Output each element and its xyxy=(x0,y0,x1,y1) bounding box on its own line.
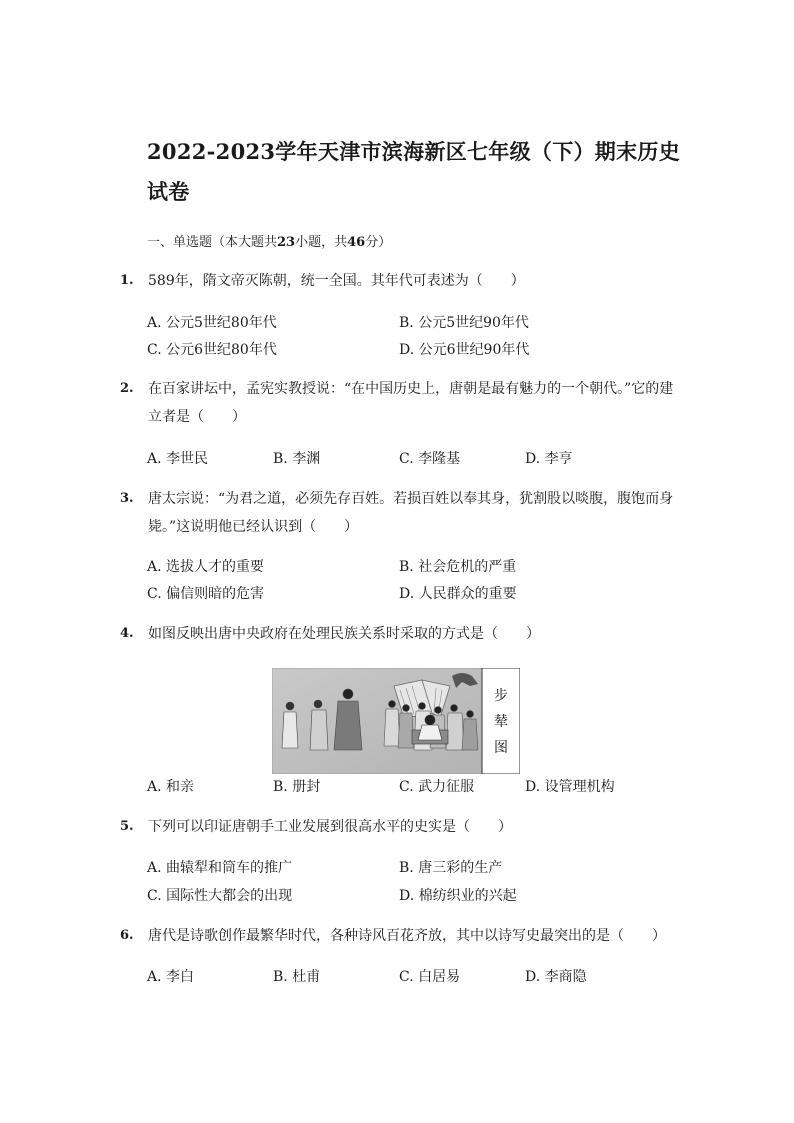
option-d[interactable]: D. 李商隐 xyxy=(525,969,587,985)
option-b[interactable]: B. 李渊 xyxy=(273,451,321,467)
option-d[interactable]: D. 设管理机构 xyxy=(525,779,615,795)
question-text: 下列可以印证唐朝手工业发展到很高水平的史实是（ ） xyxy=(148,819,512,835)
bunian-painting xyxy=(272,668,520,774)
option-c[interactable]: C. 白居易 xyxy=(399,969,461,985)
question-text: 唐代是诗歌创作最繁华时代，各种诗风百花齐放，其中以诗写史最突出的是（ ） xyxy=(148,928,666,944)
option-c[interactable]: C. 武力征服 xyxy=(399,779,475,795)
option-c[interactable]: C. 公元6世纪80年代 xyxy=(147,342,277,358)
option-a[interactable]: A. 李世民 xyxy=(147,451,209,467)
question-text: 唐太宗说：“为君之道，必须先存百姓。若损百姓以奉其身，犹割股以啖腹，腹饱而身毙。”这说明他已经认识到（ ） xyxy=(148,491,674,535)
option-a[interactable]: A. 李白 xyxy=(147,969,195,985)
painting-figure xyxy=(272,668,520,774)
question-number: 4. xyxy=(120,626,134,641)
option-d[interactable]: D. 公元6世纪90年代 xyxy=(399,342,530,358)
option-c[interactable]: C. 李隆基 xyxy=(399,451,461,467)
option-a[interactable]: A. 公元5世纪80年代 xyxy=(147,315,277,331)
question-text: 在百家讲坛中，孟宪实教授说：“在中国历史上，唐朝是最有魅力的一个朝代。”它的建立者是（ ） xyxy=(148,381,674,425)
figure-caption-char: 图 xyxy=(494,741,508,756)
option-b[interactable]: B. 册封 xyxy=(273,779,321,795)
option-d[interactable]: D. 李亨 xyxy=(525,451,573,467)
question-number: 5. xyxy=(120,819,134,834)
option-b[interactable]: B. 公元5世纪90年代 xyxy=(399,315,529,331)
figure-caption-char: 步 xyxy=(494,689,508,704)
option-c[interactable]: C. 偏信则暗的危害 xyxy=(147,586,265,602)
question-text: 589年，隋文帝灭陈朝，统一全国。其年代可表述为（ ） xyxy=(148,273,525,289)
option-b[interactable]: B. 杜甫 xyxy=(273,969,321,985)
section-end: 分） xyxy=(365,235,392,250)
option-d[interactable]: D. 棉纺织业的兴起 xyxy=(399,888,517,904)
question-3 xyxy=(120,485,680,541)
question-1 xyxy=(120,267,680,295)
question-2 xyxy=(120,375,680,431)
question-6 xyxy=(120,922,680,950)
question-4 xyxy=(120,620,680,648)
option-b[interactable]: B. 唐三彩的生产 xyxy=(399,860,503,876)
question-number: 1. xyxy=(120,273,134,288)
option-d[interactable]: D. 人民群众的重要 xyxy=(399,586,517,602)
question-count: 23 xyxy=(277,235,296,250)
question-number: 3. xyxy=(120,491,134,506)
figure-caption-char: 辇 xyxy=(494,715,508,730)
option-c[interactable]: C. 国际性大都会的出现 xyxy=(147,888,293,904)
section-label: 一、单选题（本大题共 xyxy=(147,235,278,250)
option-a[interactable]: A. 曲辕犁和筒车的推广 xyxy=(147,860,293,876)
question-text: 如图反映出唐中央政府在处理民族关系时采取的方式是（ ） xyxy=(148,626,540,642)
option-b[interactable]: B. 社会危机的严重 xyxy=(399,559,517,575)
option-a[interactable]: A. 选拔人才的重要 xyxy=(147,559,265,575)
question-number: 2. xyxy=(120,381,134,396)
section-mid: 小题，共 xyxy=(295,235,348,250)
question-number: 6. xyxy=(120,928,134,943)
section-heading xyxy=(147,231,391,250)
question-5 xyxy=(120,813,680,841)
option-a[interactable]: A. 和亲 xyxy=(147,779,195,795)
page-title: 2022-2023学年天津市滨海新区七年级（下）期末历史试卷 xyxy=(147,139,681,204)
total-score: 46 xyxy=(347,235,366,250)
